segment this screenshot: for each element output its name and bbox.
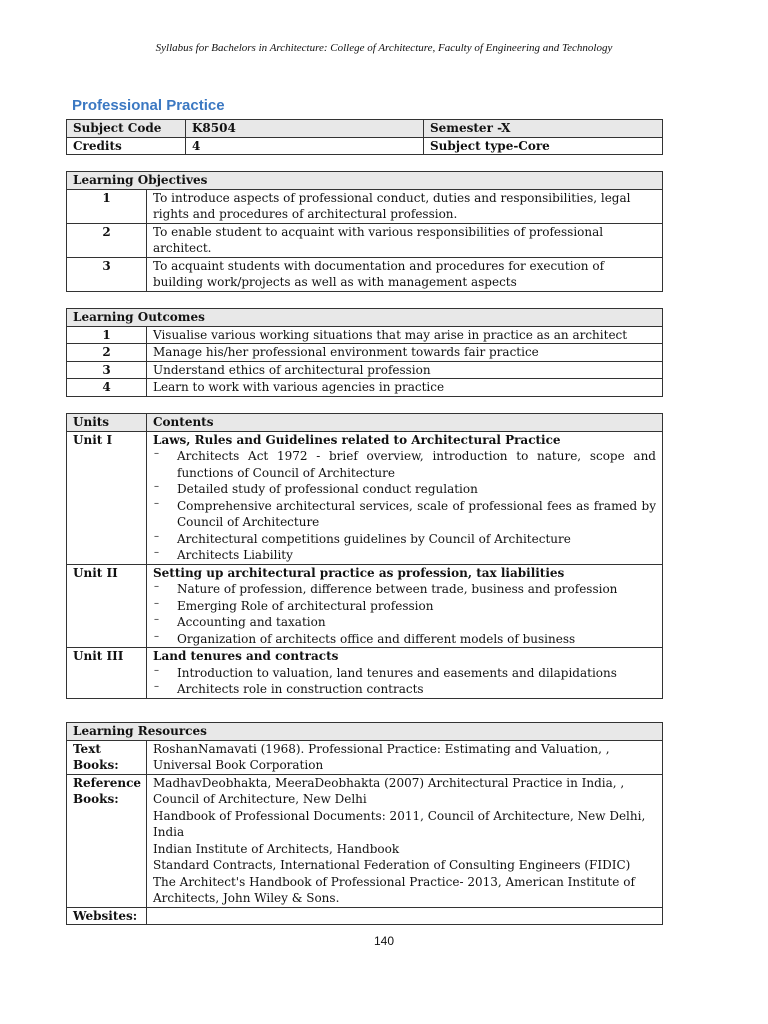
list-item: – Architects role in construction contracts (153, 681, 656, 698)
outcome-number: 1 (67, 326, 147, 344)
unit-topics (153, 448, 656, 564)
objective-text: To enable student to acquaint with various responsibilities of professional architect. (147, 223, 663, 257)
table-row (67, 379, 663, 397)
outcome-number: 4 (67, 379, 147, 397)
list-item: – Architects Liability (153, 547, 656, 564)
objective-number: 2 (67, 223, 147, 257)
outcome-text: Learn to work with various agencies in practice (147, 379, 663, 397)
unit-label: Unit III (67, 648, 147, 699)
table-row (67, 326, 663, 344)
credits-value: 4 (186, 137, 424, 155)
resources-heading: Learning Resources (67, 723, 663, 741)
learning-outcomes-table (66, 308, 663, 397)
table-row (67, 361, 663, 379)
subject-code-label: Subject Code (67, 120, 186, 138)
objective-number: 1 (67, 189, 147, 223)
table-row (67, 257, 663, 291)
table-row (67, 189, 663, 223)
reference-book-entry: MadhavDeobhakta, MeeraDeobhakta (2007) Architectural Practice in India, , Council of Architecture, New Delhi (153, 775, 625, 806)
unit-title: Setting up architectural practice as profession, tax liabilities (153, 565, 565, 580)
table-row (67, 774, 663, 907)
list-item: – Architects Act 1972 - brief overview, introduction to nature, scope and functions of Council of Architecture (153, 448, 656, 481)
unit-title: Laws, Rules and Guidelines related to Architectural Practice (153, 432, 561, 447)
units-column-header: Units (67, 414, 147, 432)
websites-label: Websites: (67, 907, 147, 925)
outcome-text: Manage his/her professional environment towards fair practice (147, 344, 663, 362)
list-item: – Introduction to valuation, land tenures and easements and dilapidations (153, 665, 656, 682)
unit-topics (153, 665, 656, 698)
unit-title: Land tenures and contracts (153, 649, 339, 663)
list-item: – Architectural competitions guidelines by Council of Architecture (153, 531, 656, 548)
units-table (66, 413, 663, 699)
table-row (67, 564, 663, 648)
objectives-heading: Learning Objectives (67, 172, 663, 190)
subject-code-value: K8504 (186, 120, 424, 138)
text-books-label: Text Books: (67, 740, 147, 774)
reference-book-entry: Handbook of Professional Documents: 2011, Council of Architecture, New Delhi, India (153, 808, 646, 839)
outcome-number: 2 (67, 344, 147, 362)
learning-resources-table (66, 722, 663, 925)
objective-text: To introduce aspects of professional conduct, duties and responsibilities, legal rights and procedures of architectural profession. (147, 189, 663, 223)
page-header: Syllabus for Bachelors in Architecture: College of Architecture, Faculty of Engineering and Technology (155, 42, 613, 54)
outcome-text: Visualise various working situations that may arise in practice as an architect (147, 326, 663, 344)
list-item: – Nature of profession, difference between trade, business and profession (153, 581, 656, 598)
table-row (67, 907, 663, 925)
reference-books-label: Reference Books: (67, 774, 147, 907)
objective-number: 3 (67, 257, 147, 291)
unit-label: Unit II (67, 564, 147, 648)
subject-code-row (67, 120, 663, 138)
page-number: 140 (373, 934, 395, 948)
outcomes-heading: Learning Outcomes (67, 309, 663, 327)
semester-value: Semester -X (424, 120, 663, 138)
outcome-number: 3 (67, 361, 147, 379)
contents-column-header: Contents (147, 414, 663, 432)
credits-row (67, 137, 663, 155)
table-row (67, 431, 663, 564)
learning-objectives-table (66, 171, 663, 292)
subject-type-value: Subject type-Core (424, 137, 663, 155)
outcome-text: Understand ethics of architectural profession (147, 361, 663, 379)
unit-label: Unit I (67, 431, 147, 564)
unit-topics (153, 581, 656, 647)
text-book-entry: RoshanNamavati (1968). Professional Practice: Estimating and Valuation, , Universal Book Corporation (153, 741, 610, 772)
list-item: – Comprehensive architectural services, scale of professional fees as framed by Council of Architecture (153, 498, 656, 531)
credits-label: Credits (67, 137, 186, 155)
objective-text: To acquaint students with documentation and procedures for execution of building work/projects as well as with management aspects (147, 257, 663, 291)
table-row (67, 344, 663, 362)
table-row (67, 223, 663, 257)
reference-book-entry: Standard Contracts, International Federation of Consulting Engineers (FIDIC) (153, 858, 631, 872)
reference-book-entry: The Architect's Handbook of Professional Practice- 2013, American Institute of Architects, John Wiley & Sons. (153, 874, 635, 905)
page-title: Professional Practice (72, 97, 225, 114)
list-item: – Accounting and taxation (153, 614, 656, 631)
list-item: – Detailed study of professional conduct regulation (153, 481, 656, 498)
reference-book-entry: Indian Institute of Architects, Handbook (153, 841, 400, 856)
subject-info-table (66, 119, 663, 155)
websites-value (147, 907, 663, 925)
table-row (67, 648, 663, 699)
list-item: – Organization of architects office and different models of business (153, 631, 656, 648)
list-item: – Emerging Role of architectural profession (153, 598, 656, 615)
table-row (67, 740, 663, 774)
